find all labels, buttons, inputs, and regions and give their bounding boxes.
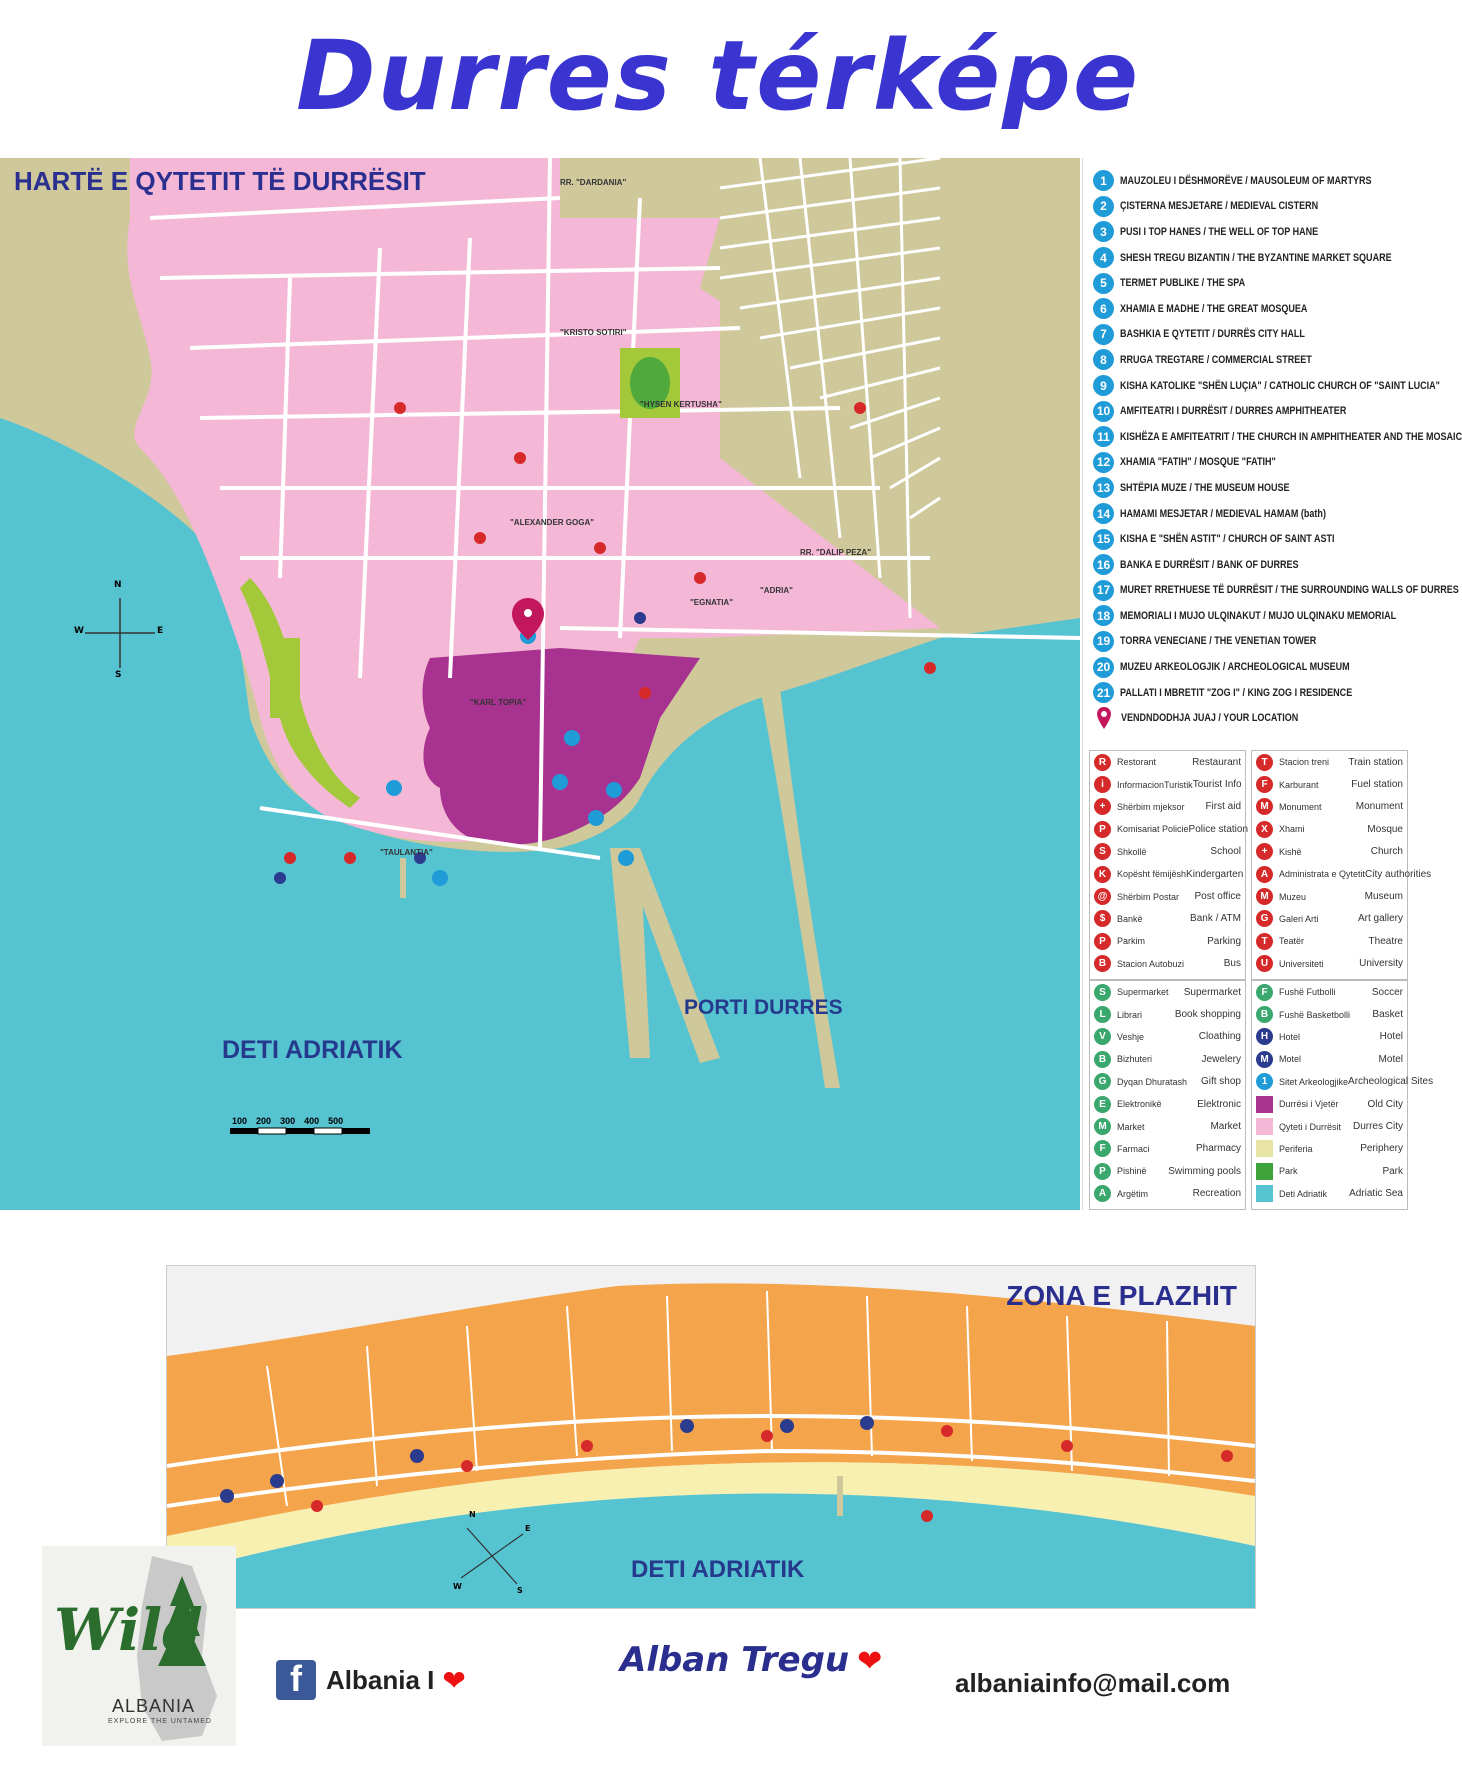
legend-label-english: Old City xyxy=(1367,1098,1403,1110)
legend-label-english: Bus xyxy=(1223,958,1241,970)
wild-albania-logo xyxy=(42,1546,236,1746)
legend-label-english: Recreation xyxy=(1192,1188,1241,1200)
scale-400: 400 xyxy=(304,1116,320,1126)
legend-icon: L xyxy=(1094,1006,1111,1023)
legend-swatch xyxy=(1256,1118,1273,1135)
legend-shops-left xyxy=(1089,980,1246,1210)
logo-country: ALBANIA xyxy=(112,1696,196,1716)
legend-label-english: Monument xyxy=(1355,801,1403,813)
legend-label-local: Park xyxy=(1279,1166,1298,1177)
compass-e: E xyxy=(157,626,164,636)
legend-row xyxy=(1252,751,1407,773)
legend-row xyxy=(1252,1071,1434,1093)
port-label: PORTI DURRES xyxy=(684,996,843,1019)
legend-label-local: Qyteti i Durrësit xyxy=(1279,1121,1342,1132)
legend-row xyxy=(1090,751,1245,773)
legend-label-english: Theatre xyxy=(1368,935,1403,947)
legend-icon: P xyxy=(1094,933,1111,950)
legend-row xyxy=(1090,796,1245,818)
legend-row xyxy=(1252,1160,1407,1182)
scale-bar xyxy=(230,1128,370,1134)
poi-number-badge: 12 xyxy=(1093,452,1114,473)
street-label: "HYSEN KERTUSHA" xyxy=(640,400,722,409)
legend-label-local: Periferia xyxy=(1279,1143,1313,1154)
email-link[interactable]: albaniainfo@mail.com xyxy=(955,1668,1231,1698)
scale-200: 200 xyxy=(256,1116,272,1126)
scale-300: 300 xyxy=(280,1116,296,1126)
poi-item xyxy=(1083,526,1413,552)
author-heart-icon: ❤ xyxy=(857,1644,883,1679)
legend-icon: G xyxy=(1094,1073,1111,1090)
poi-number-badge: 16 xyxy=(1093,554,1114,575)
legend-icon: + xyxy=(1094,798,1111,815)
legend-label-english: Archeological Sites xyxy=(1348,1076,1434,1088)
legend-row xyxy=(1252,818,1407,840)
legend-icon: F xyxy=(1256,776,1273,793)
poi-item xyxy=(1083,168,1413,194)
legend-label-local: Teatër xyxy=(1279,936,1305,947)
legend-label-english: Museum xyxy=(1364,891,1403,903)
legend-label-local: Argëtim xyxy=(1117,1188,1149,1199)
legend-row xyxy=(1090,863,1245,885)
legend-label-local: Supermarket xyxy=(1117,987,1169,998)
legend-row xyxy=(1090,1048,1245,1070)
poi-list xyxy=(1083,158,1462,705)
legend-label-english: Motel xyxy=(1378,1053,1403,1065)
legend-row xyxy=(1252,981,1407,1003)
legend-row xyxy=(1252,930,1407,952)
poi-label: BANKA E DURRËSIT / BANK OF DURRES xyxy=(1120,558,1299,571)
poi-number-badge: 15 xyxy=(1093,529,1114,550)
legend-label-local: Hotel xyxy=(1279,1031,1301,1042)
author-text: Alban Tregu xyxy=(620,1640,850,1680)
legend-label-local: Shërbim mjeksor xyxy=(1117,801,1185,812)
legend-row xyxy=(1090,1160,1245,1182)
legend-services-left xyxy=(1089,750,1249,980)
legend-label-english: Supermarket xyxy=(1183,986,1241,998)
legend-row xyxy=(1252,1115,1407,1137)
legend-label-english: Gift shop xyxy=(1200,1076,1241,1088)
legend-icon: X xyxy=(1256,821,1273,838)
heart-icon: ❤ xyxy=(442,1663,466,1697)
legend-label-local: Deti Adriatik xyxy=(1279,1188,1328,1199)
legend-row xyxy=(1090,1138,1245,1160)
map-legend xyxy=(1082,158,1462,1210)
poi-number-badge: 21 xyxy=(1093,682,1114,703)
poi-item xyxy=(1083,322,1413,348)
city-map[interactable] xyxy=(0,158,1080,1210)
poi-number-badge: 18 xyxy=(1093,605,1114,626)
beach-compass-n: N xyxy=(469,1510,476,1519)
street-label: RR. "DARDANIA" xyxy=(560,178,627,187)
poi-label: AMFITEATRI I DURRËSIT / DURRES AMPHITHEATER xyxy=(1120,405,1347,418)
legend-label-english: Jewelery xyxy=(1201,1053,1241,1065)
legend-row xyxy=(1252,773,1407,795)
scale-500: 500 xyxy=(328,1116,344,1126)
legend-label-local: Universiteti xyxy=(1279,958,1324,969)
legend-label-local: Monument xyxy=(1279,801,1322,812)
poi-item xyxy=(1083,680,1413,706)
legend-label-local: Galeri Arti xyxy=(1279,913,1319,924)
legend-row xyxy=(1090,908,1245,930)
legend-label-english: Pharmacy xyxy=(1195,1143,1241,1155)
legend-label-english: Book shopping xyxy=(1174,1009,1241,1021)
poi-item xyxy=(1083,603,1413,629)
poi-number-badge: 7 xyxy=(1093,324,1114,345)
compass-n: N xyxy=(114,580,122,590)
legend-icon: i xyxy=(1094,776,1111,793)
legend-icon: K xyxy=(1094,866,1111,883)
poi-number-badge: 6 xyxy=(1093,298,1114,319)
legend-swatch xyxy=(1256,1140,1273,1157)
poi-item xyxy=(1083,654,1413,680)
legend-row xyxy=(1090,1183,1245,1205)
poi-label: SHTËPIA MUZE / THE MUSEUM HOUSE xyxy=(1120,481,1290,494)
poi-label: TERMET PUBLIKE / THE SPA xyxy=(1120,277,1246,290)
legend-label-local: Motel xyxy=(1279,1054,1302,1065)
poi-label: KISHËZA E AMFITEATRIT / THE CHURCH IN AMPHITHEATER AND THE MOSAIC xyxy=(1120,430,1462,443)
legend-label-english: Soccer xyxy=(1371,986,1403,998)
legend-label-local: Sitet Arkeologjike xyxy=(1279,1076,1349,1087)
poi-label: KISHA E "SHËN ASTIT" / CHURCH OF SAINT ASTI xyxy=(1120,533,1335,546)
legend-row xyxy=(1090,885,1245,907)
legend-row xyxy=(1090,818,1249,840)
legend-label-local: Elektronikë xyxy=(1117,1099,1162,1110)
legend-row xyxy=(1090,1115,1245,1137)
legend-swatch xyxy=(1256,1096,1273,1113)
legend-row xyxy=(1252,1183,1407,1205)
legend-label-local: Veshje xyxy=(1117,1031,1145,1042)
facebook-link[interactable] xyxy=(276,1660,466,1700)
poi-number-badge: 1 xyxy=(1093,170,1114,191)
legend-row xyxy=(1090,1026,1245,1048)
poi-label: MURET RRETHUESE TË DURRËSIT / THE SURROUNDING WALLS OF DURRES xyxy=(1120,584,1459,597)
legend-label-english: Post office xyxy=(1194,891,1241,903)
legend-label-local: Shkollë xyxy=(1117,846,1147,857)
legend-icon: + xyxy=(1256,843,1273,860)
poi-number-badge: 19 xyxy=(1093,631,1114,652)
poi-item xyxy=(1083,398,1413,424)
small-pier xyxy=(400,858,406,898)
poi-label: XHAMIA E MADHE / THE GREAT MOSQUEA xyxy=(1120,302,1308,315)
legend-label-local: Market xyxy=(1117,1121,1145,1132)
legend-label-local: Farmaci xyxy=(1117,1143,1150,1154)
legend-label-english: Park xyxy=(1382,1165,1403,1177)
legend-icon: A xyxy=(1256,866,1273,883)
legend-row xyxy=(1252,841,1407,863)
poi-item xyxy=(1083,347,1413,373)
legend-row xyxy=(1252,863,1432,885)
legend-icon: M xyxy=(1094,1118,1111,1135)
legend-label-local: Restorant xyxy=(1117,757,1157,768)
legend-row xyxy=(1252,1138,1407,1160)
poi-number-badge: 20 xyxy=(1093,657,1114,678)
poi-number-badge: 10 xyxy=(1093,401,1114,422)
legend-icon: F xyxy=(1256,984,1273,1001)
legend-icon: S xyxy=(1094,843,1111,860)
street-label: "KARL TOPIA" xyxy=(470,698,527,707)
legend-label-english: Market xyxy=(1210,1121,1241,1133)
poi-label: XHAMIA "FATIH" / MOSQUE "FATIH" xyxy=(1120,456,1276,469)
legend-icon: H xyxy=(1256,1028,1273,1045)
legend-label-local: Kopësht fëmijësh xyxy=(1117,869,1187,880)
legend-row xyxy=(1252,796,1407,818)
logo-wild-text: Wild xyxy=(54,1596,203,1664)
legend-label-english: University xyxy=(1359,958,1403,970)
legend-icon: B xyxy=(1256,1006,1273,1023)
legend-label-english: Parking xyxy=(1207,935,1241,947)
park-rect xyxy=(270,638,300,718)
legend-icon: T xyxy=(1256,933,1273,950)
poi-item xyxy=(1083,501,1413,527)
legend-label-local: Stacion Autobuzi xyxy=(1117,958,1185,969)
poi-label: MAUZOLEU I DËSHMORËVE / MAUSOLEUM OF MARTYRS xyxy=(1120,174,1372,187)
legend-label-english: City authorities xyxy=(1365,868,1432,880)
city-map-drawing xyxy=(0,158,1080,1210)
legend-label-local: Bizhuteri xyxy=(1117,1054,1153,1065)
legend-icon: M xyxy=(1256,1051,1273,1068)
beach-compass-w: W xyxy=(453,1582,462,1591)
legend-row xyxy=(1252,908,1407,930)
legend-label-english: Art gallery xyxy=(1357,913,1403,925)
street-label: RR. "DALIP PEZA" xyxy=(800,548,871,557)
legend-label-english: Periphery xyxy=(1360,1143,1403,1155)
legend-row xyxy=(1252,953,1407,975)
legend-label-english: Church xyxy=(1370,846,1403,858)
legend-label-english: Fuel station xyxy=(1351,779,1403,791)
legend-label-english: Elektronic xyxy=(1197,1098,1241,1110)
poi-label: KISHA KATOLIKE "SHËN LUÇIA" / CATHOLIC CHURCH OF "SAINT LUCIA" xyxy=(1120,379,1440,392)
legend-row xyxy=(1252,1003,1407,1025)
poi-item xyxy=(1083,194,1413,220)
legend-label-local: Librari xyxy=(1117,1009,1143,1020)
legend-icon: E xyxy=(1094,1096,1111,1113)
poi-number-badge: 5 xyxy=(1093,273,1114,294)
author-name xyxy=(620,1640,882,1680)
legend-icon: B xyxy=(1094,955,1111,972)
legend-label-english: Durres City xyxy=(1352,1121,1403,1133)
legend-label-english: School xyxy=(1210,846,1241,858)
legend-label-local: Muzeu xyxy=(1279,891,1307,902)
street-label: "ALEXANDER GOGA" xyxy=(510,518,595,527)
legend-icon: V xyxy=(1094,1028,1111,1045)
legend-icon: U xyxy=(1256,955,1273,972)
poi-number-badge: 13 xyxy=(1093,477,1114,498)
legend-label-local: Komisariat Policie xyxy=(1117,824,1189,835)
legend-icon: M xyxy=(1256,798,1273,815)
street-label: "KRISTO SOTIRI" xyxy=(560,328,627,337)
poi-label: HAMAMI MESJETAR / MEDIEVAL HAMAM (bath) xyxy=(1120,507,1326,520)
legend-label-local: Fushë Futbolli xyxy=(1279,987,1336,998)
legend-icon: F xyxy=(1094,1140,1111,1157)
street-label: "TAULANTIA" xyxy=(380,848,433,857)
legend-row xyxy=(1252,1048,1407,1070)
sea-label: DETI ADRIATIK xyxy=(222,1036,403,1064)
legend-row xyxy=(1090,930,1245,952)
beach-title: ZONA E PLAZHIT xyxy=(1006,1280,1237,1311)
poi-item xyxy=(1083,552,1413,578)
legend-icon: G xyxy=(1256,910,1273,927)
beach-map[interactable] xyxy=(166,1265,1256,1609)
poi-number-badge: 9 xyxy=(1093,375,1114,396)
poi-number-badge: 8 xyxy=(1093,349,1114,370)
legend-label-local: Xhami xyxy=(1279,824,1305,835)
legend-icon: S xyxy=(1094,984,1111,1001)
legend-label-english: Kindergarten xyxy=(1186,868,1244,880)
legend-row xyxy=(1252,1026,1407,1048)
legend-label-local: Administrata e Qytetit xyxy=(1279,869,1366,880)
legend-label-local: Karburant xyxy=(1279,779,1319,790)
poi-item xyxy=(1083,450,1413,476)
legend-icon: R xyxy=(1094,754,1111,771)
legend-icon: P xyxy=(1094,821,1111,838)
your-location-label: VENDNDODHJA JUAJ / YOUR LOCATION xyxy=(1121,712,1299,725)
poi-number-badge: 3 xyxy=(1093,221,1114,242)
legend-row xyxy=(1252,1093,1407,1115)
beach-compass-e: E xyxy=(525,1524,531,1533)
legend-icon: B xyxy=(1094,1051,1111,1068)
legend-label-english: Restaurant xyxy=(1192,756,1241,768)
legend-swatch xyxy=(1256,1163,1273,1180)
street-label: "ADRIA" xyxy=(760,586,793,595)
poi-label: ÇISTERNA MESJETARE / MEDIEVAL CISTERN xyxy=(1120,200,1319,213)
legend-label-local: Stacion treni xyxy=(1279,757,1330,768)
legend-row xyxy=(1090,1003,1245,1025)
beach-pier xyxy=(837,1476,843,1516)
legend-icon: @ xyxy=(1094,888,1111,905)
legend-row xyxy=(1090,841,1245,863)
legend-label-english: Mosque xyxy=(1367,823,1403,835)
legend-label-english: Police station xyxy=(1188,823,1249,835)
legend-label-local: InformacionTuristik xyxy=(1117,779,1193,790)
poi-number-badge: 17 xyxy=(1093,580,1114,601)
beach-sea-label: DETI ADRIATIK xyxy=(631,1556,805,1583)
poi-item xyxy=(1083,424,1462,450)
beach-compass-s: S xyxy=(517,1586,523,1595)
poi-item xyxy=(1083,245,1413,271)
legend-icon: M xyxy=(1256,888,1273,905)
poi-label: MEMORIALI I MUJO ULQINAKUT / MUJO ULQINAKU MEMORIAL xyxy=(1120,609,1397,622)
legend-label-local: Kishë xyxy=(1279,846,1302,857)
page-title-wrap xyxy=(0,20,1436,132)
poi-number-badge: 4 xyxy=(1093,247,1114,268)
legend-label-english: Tourist Info xyxy=(1192,779,1242,791)
legend-label-local: Shërbim Postar xyxy=(1117,891,1180,902)
poi-item xyxy=(1083,296,1413,322)
poi-item xyxy=(1083,629,1413,655)
legend-label-english: First aid xyxy=(1205,801,1241,813)
legend-row xyxy=(1090,773,1245,795)
legend-icon: P xyxy=(1094,1163,1111,1180)
legend-services-right xyxy=(1251,750,1432,980)
facebook-icon: f xyxy=(276,1660,316,1700)
legend-icon: T xyxy=(1256,754,1273,771)
poi-label: PALLATI I MBRETIT "ZOG I" / KING ZOG I RESIDENCE xyxy=(1120,686,1353,699)
legend-label-english: Bank / ATM xyxy=(1190,913,1241,925)
legend-label-local: Pishinë xyxy=(1117,1166,1147,1177)
legend-row xyxy=(1090,953,1245,975)
poi-label: RRUGA TREGTARE / COMMERCIAL STREET xyxy=(1120,353,1312,366)
poi-label: TORRA VENECIANE / THE VENETIAN TOWER xyxy=(1120,635,1317,648)
legend-label-english: Adriatic Sea xyxy=(1349,1188,1403,1200)
legend-icon: A xyxy=(1094,1185,1111,1202)
poi-number-badge: 11 xyxy=(1093,426,1114,447)
map-title: HARTË E QYTETIT TË DURRËSIT xyxy=(14,166,426,196)
street-label: "EGNATIA" xyxy=(690,598,733,607)
poi-label: PUSI I TOP HANES / THE WELL OF TOP HANE xyxy=(1120,225,1319,238)
facebook-text: Albania I xyxy=(326,1664,435,1695)
poi-label: MUZEU ARKEOLOGJIK / ARCHEOLOGICAL MUSEUM xyxy=(1120,661,1350,674)
logo-tagline: EXPLORE THE UNTAMED xyxy=(108,1718,212,1725)
legend-row xyxy=(1090,981,1245,1003)
poi-item xyxy=(1083,373,1440,399)
legend-icon: $ xyxy=(1094,910,1111,927)
page-title: Durres térképe xyxy=(295,20,1141,132)
legend-swatch xyxy=(1256,1185,1273,1202)
poi-item xyxy=(1083,219,1413,245)
poi-item xyxy=(1083,578,1459,604)
poi-item xyxy=(1083,270,1413,296)
scale-100: 100 xyxy=(232,1116,248,1126)
scale-labels xyxy=(232,1116,343,1126)
legend-label-english: Hotel xyxy=(1379,1031,1403,1043)
legend-label-local: Fushë Basketbolli xyxy=(1279,1009,1351,1020)
poi-label: BASHKIA E QYTETIT / DURRËS CITY HALL xyxy=(1120,328,1305,341)
legend-row xyxy=(1252,885,1407,907)
poi-item xyxy=(1083,475,1413,501)
legend-label-local: Durrësi i Vjetër xyxy=(1279,1099,1339,1110)
legend-label-english: Train station xyxy=(1348,756,1403,768)
legend-label-local: Dyqan Dhuratash xyxy=(1117,1076,1188,1087)
your-location-item xyxy=(1083,705,1413,731)
legend-label-english: Swimming pools xyxy=(1168,1165,1241,1177)
location-pin-icon xyxy=(1097,707,1111,729)
compass-w: W xyxy=(74,626,84,636)
poi-number-badge: 2 xyxy=(1093,196,1114,217)
legend-shops-right xyxy=(1251,980,1434,1210)
compass-s: S xyxy=(115,670,122,680)
legend-label-local: Bankë xyxy=(1117,913,1143,924)
poi-label: SHESH TREGU BIZANTIN / THE BYZANTINE MARKET SQUARE xyxy=(1120,251,1392,264)
legend-label-local: Parkim xyxy=(1117,936,1146,947)
legend-label-english: Cloathing xyxy=(1198,1031,1241,1043)
legend-row xyxy=(1090,1093,1245,1115)
poi-number-badge: 14 xyxy=(1093,503,1114,524)
legend-row xyxy=(1090,1071,1245,1093)
legend-label-english: Basket xyxy=(1372,1009,1403,1021)
legend-icon: 1 xyxy=(1256,1073,1273,1090)
